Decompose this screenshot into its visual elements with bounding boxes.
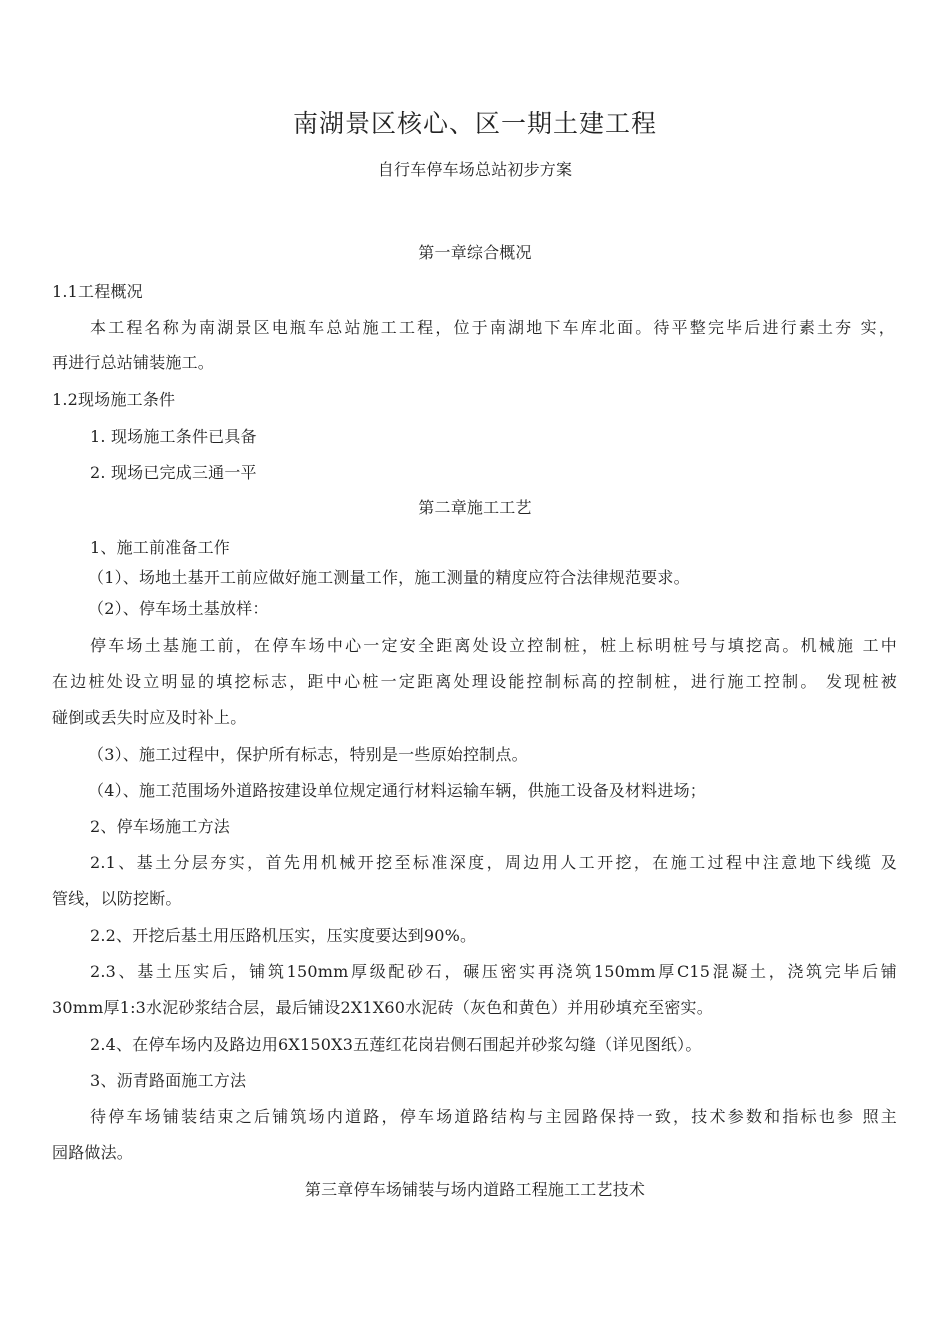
chapter-2-heading: 第二章施工工艺 [418,498,532,517]
list-item-2-1-3: （3）、施工过程中，保护所有标志，特别是一些原始控制点。 [88,745,528,764]
list-item-1-2-1: 1. 现场施工条件已具备 [90,427,257,446]
paragraph-2-1-line-3: 碰倒或丢失时应及时补上。 [52,708,247,727]
section-2-1-heading: 1、施工前准备工作 [90,538,230,557]
list-item-1-2-2: 2. 现场已完成三通一平 [90,463,257,482]
chapter-1-heading: 第一章综合概况 [418,243,532,262]
item-2-2-1-line-2: 管线，以防挖断。 [52,889,182,908]
list-item-2-1-4: （4）、施工范围场外道路按建设单位规定通行材料运输车辆，供施工设备及材料进场； [88,781,706,800]
paragraph-1-1-line-1: 本工程名称为南湖景区电瓶车总站施工工程，位于南湖地下车库北面。待平整完毕后进行素土夯 实， [90,318,895,337]
paragraph-2-1-line-1: 停车场土基施工前，在停车场中心一定安全距离处设立控制桩，桩上标明桩号与填挖高。机械施 工中 [90,636,897,655]
document-title: 南湖景区核心、区一期土建工程 [292,109,657,138]
item-2-2-3-line-2: 30mm厚1:3水泥砂浆结合层，最后铺设2X1X60水泥砖（灰色和黄色）并用砂填充至密实。 [52,998,713,1017]
item-2-2-4: 2.4、在停车场内及路边用6X150X3五莲红花岗岩侧石围起并砂浆勾缝（详见图纸）。 [90,1035,702,1054]
paragraph-1-1-line-2: 再进行总站铺装施工。 [52,353,215,372]
item-2-2-1-line-1: 2.1、基土分层夯实，首先用机械开挖至标准深度，周边用人工开挖，在施工过程中注意地下线缆 及 [90,853,897,872]
section-1-2-heading: 1.2现场施工条件 [52,390,176,409]
item-2-2-2: 2.2、开挖后基土用压路机压实，压实度要达到90%。 [90,926,477,945]
chapter-3-heading: 第三章停车场铺装与场内道路工程施工工艺技术 [304,1180,646,1199]
document-subtitle: 自行车停车场总站初步方案 [377,160,573,179]
list-item-2-1-1: （1）、场地土基开工前应做好施工测量工作，施工测量的精度应符合法律规范要求。 [88,568,690,587]
list-item-2-1-2: （2）、停车场土基放样： [88,599,269,618]
paragraph-2-3-line-1: 待停车场铺装结束之后铺筑场内道路，停车场道路结构与主园路保持一致，技术参数和指标也参 照主 [90,1107,897,1126]
section-1-1-heading: 1.1工程概况 [52,282,143,301]
paragraph-2-3-line-2: 园路做法。 [52,1143,134,1162]
item-2-2-3-line-1: 2.3、基土压实后，铺筑150mm厚级配砂石，碾压密实再浇筑150mm厚C15混凝土，浇筑完毕后铺 [90,962,897,981]
section-2-2-heading: 2、停车场施工方法 [90,817,230,836]
paragraph-2-1-line-2: 在边桩处设立明显的填挖标志，距中心桩一定距离处理设能控制标高的控制桩，进行施工控制。 发现桩被 [52,672,897,691]
section-2-3-heading: 3、沥青路面施工方法 [90,1071,247,1090]
